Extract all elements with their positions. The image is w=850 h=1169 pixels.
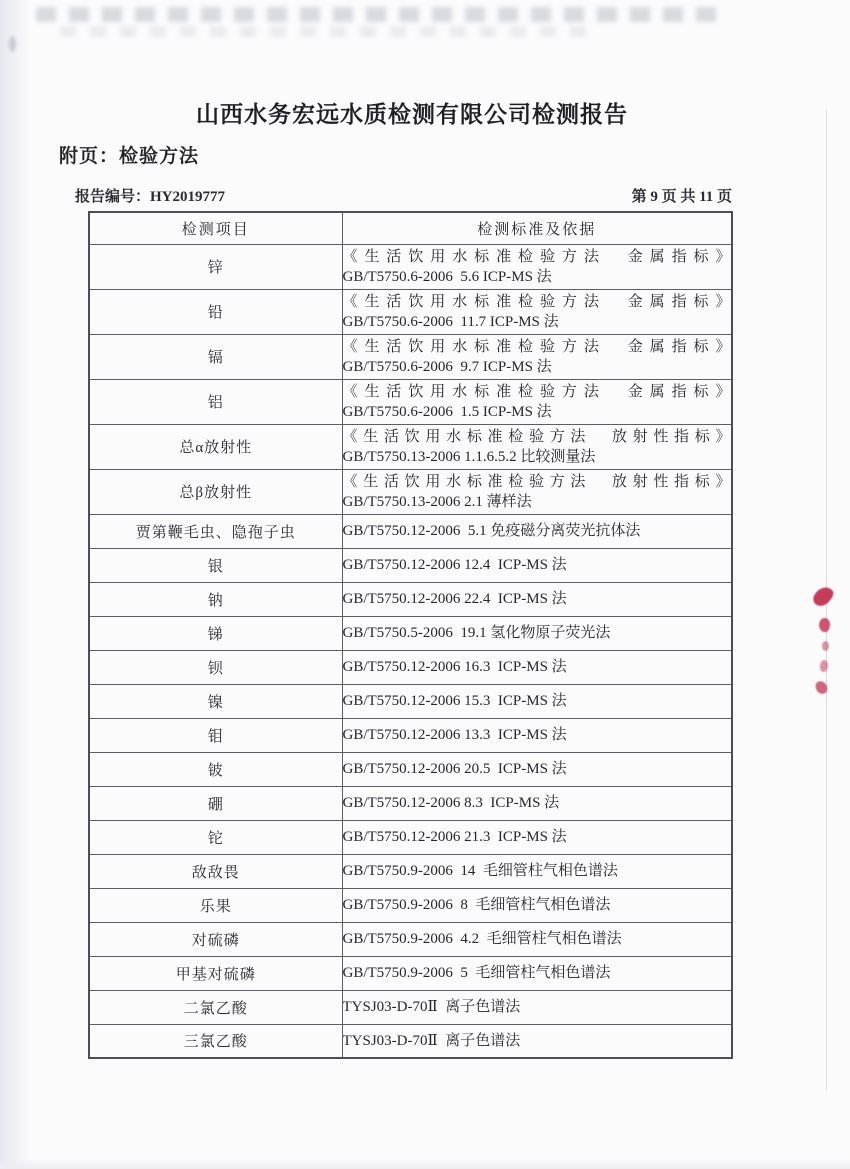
test-item-cell: 总β放射性	[89, 469, 342, 514]
scan-smudge-artifact	[9, 36, 16, 52]
scan-bottom-edge-shadow	[0, 1159, 850, 1169]
standard-cell	[342, 922, 732, 956]
standard-cell	[342, 616, 732, 650]
standard-cell	[342, 752, 732, 786]
table-row	[89, 990, 732, 1024]
test-item-cell: 铊	[89, 820, 342, 854]
red-stamp-artifact	[822, 641, 829, 651]
attachment-subtitle: 附页：检验方法	[59, 146, 200, 167]
standard-line: GB/T5750.12-2006 12.4 ICP-MS 法	[342, 557, 567, 573]
standard-line: TYSJ03-D-70Ⅱ 离子色谱法	[342, 1032, 521, 1049]
standard-cell	[342, 289, 732, 334]
test-item-cell: 钠	[89, 582, 342, 616]
test-item-cell: 铍	[89, 752, 342, 786]
table-row	[89, 718, 732, 752]
standard-cell	[342, 469, 732, 514]
standard-line: GB/T5750.12-2006 22.4 ICP-MS 法	[342, 591, 567, 607]
test-item-cell: 二氯乙酸	[89, 990, 342, 1024]
standard-cell	[342, 854, 732, 888]
table-row	[89, 922, 732, 956]
standard-cell	[342, 786, 732, 820]
table-row	[89, 956, 732, 990]
test-item-cell: 三氯乙酸	[89, 1024, 342, 1058]
standard-cell	[342, 1024, 732, 1058]
meta-row	[75, 185, 732, 206]
methods-table-body	[89, 244, 732, 1058]
standard-cell	[342, 424, 732, 469]
table-row	[89, 786, 732, 820]
test-item-cell: 甲基对硫磷	[89, 956, 342, 990]
test-item-cell: 铅	[89, 289, 342, 334]
standard-cell	[342, 956, 732, 990]
page-indicator: 第 9 页 共 11 页	[631, 189, 732, 205]
standard-line: GB/T5750.9-2006 4.2 毛细管柱气相色谱法	[342, 931, 622, 947]
standard-line: GB/T5750.12-2006 13.3 ICP-MS 法	[342, 727, 567, 743]
table-row	[89, 888, 732, 922]
standard-cell	[342, 990, 732, 1024]
standard-cell	[342, 514, 732, 548]
table-row	[89, 379, 732, 424]
table-row	[89, 424, 732, 469]
standard-cell	[342, 650, 732, 684]
table-row	[89, 469, 732, 514]
test-item-cell: 硼	[89, 786, 342, 820]
standard-cell	[342, 548, 732, 582]
standard-line: GB/T5750.12-2006 20.5 ICP-MS 法	[342, 761, 567, 777]
table-row	[89, 514, 732, 548]
standard-line: GB/T5750.5-2006 19.1 氢化物原子荧光法	[342, 625, 611, 641]
table-row	[89, 244, 732, 289]
test-item-cell: 对硫磷	[89, 922, 342, 956]
test-item-cell: 贾第鞭毛虫、隐孢子虫	[89, 514, 342, 548]
scan-bleedthrough-artifact	[60, 26, 600, 37]
standard-line: 《生活饮用水标准检验方法 金属指标》	[342, 248, 731, 265]
standard-line: GB/T5750.6-2006 9.7 ICP-MS 法	[342, 358, 552, 375]
table-row	[89, 1024, 732, 1058]
table-row	[89, 650, 732, 684]
standard-line: GB/T5750.13-2006 1.1.6.5.2 比较测量法	[342, 448, 596, 465]
table-row	[89, 752, 732, 786]
test-item-cell: 铝	[89, 379, 342, 424]
standard-cell	[342, 334, 732, 379]
standard-line: GB/T5750.6-2006 5.6 ICP-MS 法	[342, 268, 552, 285]
standard-cell	[342, 244, 732, 289]
red-stamp-artifact	[818, 617, 832, 633]
red-stamp-artifact	[810, 583, 835, 609]
standard-line: GB/T5750.12-2006 16.3 ICP-MS 法	[342, 659, 567, 675]
header-standard: 检测标准及依据	[342, 212, 732, 244]
test-item-cell: 钼	[89, 718, 342, 752]
test-item-cell: 银	[89, 548, 342, 582]
standard-cell	[342, 582, 732, 616]
standard-cell	[342, 718, 732, 752]
test-item-cell: 镉	[89, 334, 342, 379]
table-row	[89, 582, 732, 616]
standard-line: GB/T5750.6-2006 1.5 ICP-MS 法	[342, 403, 552, 420]
table-row	[89, 289, 732, 334]
test-item-cell: 乐果	[89, 888, 342, 922]
standard-line: GB/T5750.9-2006 8 毛细管柱气相色谱法	[342, 897, 611, 913]
test-item-cell: 钡	[89, 650, 342, 684]
standard-line: GB/T5750.9-2006 5 毛细管柱气相色谱法	[342, 965, 611, 981]
methods-table	[88, 211, 733, 1059]
standard-line: GB/T5750.12-2006 8.3 ICP-MS 法	[342, 795, 560, 811]
scan-bleedthrough-artifact	[36, 7, 726, 22]
table-row	[89, 684, 732, 718]
test-item-cell: 锌	[89, 244, 342, 289]
table-row	[89, 616, 732, 650]
standard-cell	[342, 820, 732, 854]
standard-line: GB/T5750.6-2006 11.7 ICP-MS 法	[342, 313, 559, 330]
standard-line: GB/T5750.12-2006 15.3 ICP-MS 法	[342, 693, 567, 709]
test-item-cell: 镍	[89, 684, 342, 718]
standard-line: GB/T5750.9-2006 14 毛细管柱气相色谱法	[342, 863, 618, 879]
test-item-cell: 总α放射性	[89, 424, 342, 469]
standard-line: 《生活饮用水标准检验方法 放射性指标》	[342, 428, 731, 445]
header-test-item: 检测项目	[89, 212, 342, 244]
standard-cell	[342, 888, 732, 922]
scan-left-edge-shadow	[0, 0, 38, 1169]
test-item-cell: 锑	[89, 616, 342, 650]
standard-cell	[342, 379, 732, 424]
standard-line: 《生活饮用水标准检验方法 金属指标》	[342, 293, 731, 310]
standard-line: 《生活饮用水标准检验方法 放射性指标》	[342, 473, 731, 490]
table-row	[89, 820, 732, 854]
standard-line: 《生活饮用水标准检验方法 金属指标》	[342, 338, 731, 355]
report-number: 报告编号：HY2019777	[75, 189, 226, 205]
table-header-row	[89, 212, 732, 244]
standard-line: TYSJ03-D-70Ⅱ 离子色谱法	[342, 999, 521, 1015]
standard-line: GB/T5750.12-2006 5.1 免疫磁分离荧光抗体法	[342, 523, 641, 539]
standard-line: GB/T5750.13-2006 2.1 薄样法	[342, 493, 532, 510]
standard-cell	[342, 684, 732, 718]
report-title: 山西水务宏远水质检测有限公司检测报告	[196, 101, 628, 127]
standard-line: GB/T5750.12-2006 21.3 ICP-MS 法	[342, 829, 567, 845]
test-item-cell: 敌敌畏	[89, 854, 342, 888]
table-row	[89, 854, 732, 888]
standard-line: 《生活饮用水标准检验方法 金属指标》	[342, 383, 731, 400]
table-row	[89, 548, 732, 582]
table-row	[89, 334, 732, 379]
